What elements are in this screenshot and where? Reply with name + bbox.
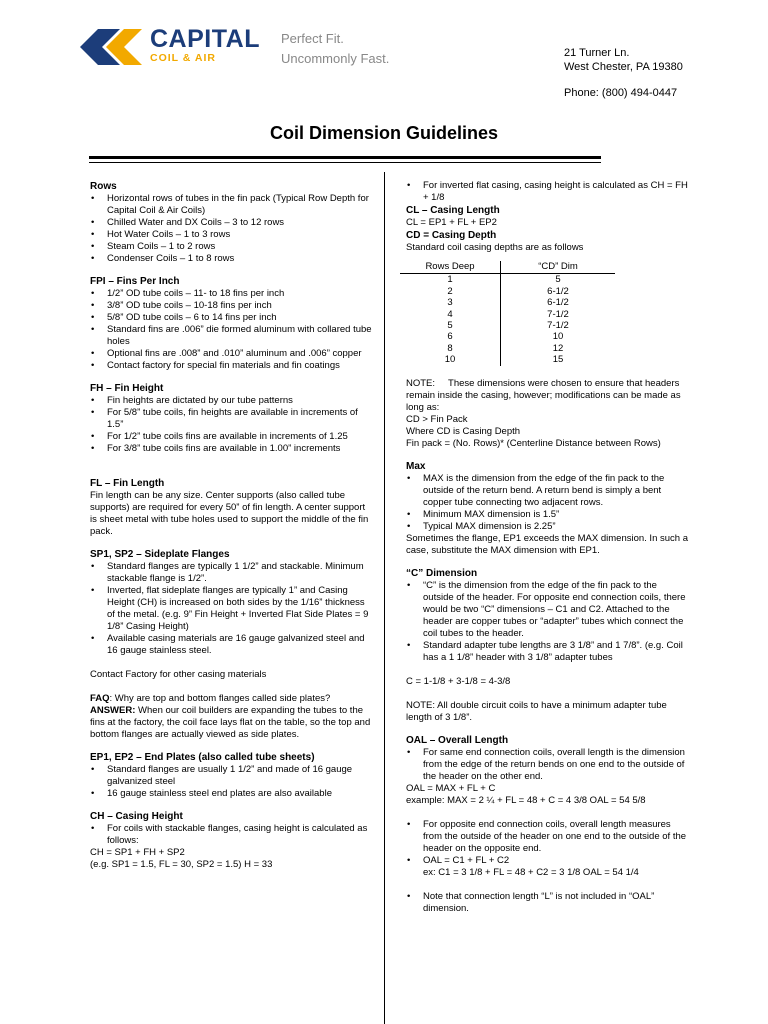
faq-answer-text: When our coil builders are expanding the tubes to the fins at the factory, the coil face lays flat on the table, so the top and bottom flanges are actually viewed as side plates.: [90, 705, 371, 740]
c-dimension-list: [406, 580, 688, 664]
paragraph: Sometimes the flange, EP1 exceeds the MAX dimension. In such a case, substitute the MAX dimension with EP1.: [406, 532, 688, 556]
tagline: [281, 29, 389, 69]
faq-question: [90, 693, 372, 705]
list-item: • Standard fins are .006” die formed aluminum with collared tube holes: [90, 324, 372, 348]
section-heading: Max: [406, 460, 426, 472]
address-line-1: 21 Turner Ln.: [564, 47, 630, 59]
list-item: • Contact factory for special fin materials and fin coatings: [90, 360, 372, 372]
formula: CH = SP1 + FH + SP2: [90, 847, 185, 858]
section-fin-height: [90, 382, 372, 455]
list-item: • 16 gauge stainless steel end plates are also available: [90, 788, 372, 800]
logo-mark-icon: [80, 29, 142, 65]
list-item: • Condenser Coils – 1 to 8 rows: [90, 253, 372, 265]
right-column: [406, 180, 688, 915]
tagline-line-2: Uncommonly Fast.: [281, 51, 390, 66]
example: example: MAX = 2 ¼ + FL = 48 + C = 4 3/8 OAL = 54 5/8: [406, 794, 646, 806]
list-item: • Optional fins are .008” and .010” aluminum and .006” copper: [90, 348, 372, 360]
faq-question-text: : Why are top and bottom flanges called side plates?: [109, 693, 331, 704]
section-end-plates: [90, 751, 372, 800]
title-rule: [89, 156, 601, 159]
example: ex: C1 = 3 1/8 + FL = 48 + C2 = 3 1/8 OAL = 54 1/4: [423, 866, 639, 878]
table-cell: 2: [400, 286, 501, 297]
left-column: [90, 180, 372, 871]
section-heading: FH – Fin Height: [90, 383, 164, 394]
section-heading: CL – Casing Length: [406, 205, 500, 216]
brand-subname: COIL & AIR: [150, 52, 217, 64]
end-plates-list: [90, 764, 372, 800]
list-item: • For coils with stackable flanges, casing height is calculated as follows:: [90, 823, 372, 847]
page-title: Coil Dimension Guidelines: [269, 123, 499, 143]
address-line-2: West Chester, PA 19380: [564, 61, 683, 73]
phone: Phone: (800) 494-0447: [564, 87, 678, 99]
section-heading: SP1, SP2 – Sideplate Flanges: [90, 549, 230, 560]
paragraph: Contact Factory for other casing materials: [90, 669, 267, 680]
section-heading: CD = Casing Depth: [406, 230, 497, 241]
note: NOTE: These dimensions were chosen to ensure that headers remain inside the casing, however; modifications can be made as long as:: [406, 377, 684, 413]
list-item: • For 3/8” tube coils fins are available in 1.00” increments: [90, 443, 372, 455]
table-row: [400, 274, 615, 286]
brand-name: CAPITAL: [150, 25, 260, 53]
paragraph: Where CD is Casing Depth: [406, 425, 521, 437]
section-casing-height: [90, 810, 372, 871]
oal-list: [406, 747, 688, 783]
section-rows: [90, 180, 372, 265]
title-rule-thin: [89, 162, 601, 163]
table-row: [400, 354, 615, 365]
column-header: “CD” Dim: [501, 261, 616, 274]
faq-label: FAQ: [90, 693, 110, 704]
section-heading: FL – Fin Length: [90, 478, 165, 489]
list-item: • Minimum MAX dimension is 1.5”: [406, 509, 688, 521]
paragraph: CD > Fin Pack: [406, 413, 468, 425]
section-max: [406, 460, 688, 557]
table-header-row: [400, 261, 615, 274]
list-item: • Standard flanges are usually 1 1/2” and made of 16 gauge galvanized steel: [90, 764, 372, 788]
table-cell: 7-1/2: [547, 308, 569, 320]
section-overall-length: [406, 734, 688, 915]
fin-height-list: [90, 395, 372, 455]
oal-list-2: [406, 819, 688, 867]
table-cell: 10: [400, 354, 501, 365]
section-faq: [90, 693, 372, 741]
table-row: [400, 286, 615, 297]
paragraph: Fin length can be any size. Center supports (also called tube supports) are required for every 50” of fin length. A center support is sheet metal with tube holes used to support the middle of the fin pack.: [90, 490, 369, 537]
section-heading: OAL – Overall Length: [406, 734, 509, 746]
note: NOTE: All double circuit coils to have a minimum adapter tube length of 3 1/8”.: [406, 699, 667, 723]
list-item: • For 5/8” tube coils, fin heights are available in increments of 1.5”: [90, 407, 372, 431]
table-row: [400, 309, 615, 320]
table-cell: 15: [552, 354, 564, 366]
section-heading: CH – Casing Height: [90, 811, 183, 822]
table-cell: 1: [400, 274, 501, 286]
table-cell: 6: [400, 331, 501, 342]
list-item: • “C” is the dimension from the edge of the fin pack to the outside of the header. For opposite end connection coils, there would be two “C” dimensions – C1 and C2. Attached to the header are copper tubes or “adapter” tubes which connect the coil tubes to the header.: [406, 580, 688, 640]
column-divider: [384, 172, 385, 1024]
inverted-casing-list: [406, 180, 688, 204]
example: (e.g. SP1 = 1.5, FL = 30, SP2 = 1.5) H = 33: [90, 859, 273, 870]
list-item: • Hot Water Coils – 1 to 3 rows: [90, 229, 372, 241]
section-casing-length: [406, 204, 688, 229]
list-item: • Horizontal rows of tubes in the fin pack (Typical Row Depth for Capital Coil & Air Coils): [90, 193, 372, 217]
list-item: • For opposite end connection coils, overall length measures from the outside of the header on one end to the outside of the header on the opposite end.: [406, 819, 688, 855]
list-item: • OAL = C1 + FL + C2: [406, 855, 688, 867]
formula: C = 1-1/8 + 3-1/8 = 4-3/8: [406, 675, 511, 687]
sideplate-list: [90, 561, 372, 657]
table-cell: 5: [555, 274, 561, 286]
list-item: • Typical MAX dimension is 2.25”: [406, 521, 688, 533]
formula: CL = EP1 + FL + EP2: [406, 217, 497, 228]
answer-label: ANSWER:: [90, 705, 136, 716]
section-heading: EP1, EP2 – End Plates (also called tube sheets): [90, 752, 315, 763]
table-cell: 3: [400, 297, 501, 308]
section-fpi: [90, 275, 372, 372]
faq-answer: [90, 705, 372, 741]
list-item: • Chilled Water and DX Coils – 3 to 12 rows: [90, 217, 372, 229]
table-cell: 10: [552, 331, 564, 343]
table-cell: 8: [400, 343, 501, 354]
section-c-dimension: [406, 567, 688, 724]
section-fin-length: [90, 477, 372, 538]
rows-list: [90, 193, 372, 265]
table-cell: 4: [400, 309, 501, 320]
list-item: • For same end connection coils, overall length is the dimension from the edge of the return bends on one end to the outside of the header on the other end.: [406, 747, 688, 783]
table-row: [400, 343, 615, 354]
list-item: • Standard adapter tube lengths are 3 1/8” and 1 7/8”. (e.g. Coil has a 1 1/8” header with 3 1/8” adapter tubes: [406, 640, 688, 664]
list-item: • Standard flanges are typically 1 1/2” and stackable. Minimum stackable flange is 1/2”.: [90, 561, 372, 585]
section-heading: FPI – Fins Per Inch: [90, 276, 180, 287]
section-heading: Rows: [90, 181, 117, 192]
list-item: • 5/8” OD tube coils – 6 to 14 fins per inch: [90, 312, 372, 324]
list-item: • Steam Coils – 1 to 2 rows: [90, 241, 372, 253]
formula: OAL = MAX + FL + C: [406, 782, 496, 794]
casing-depth-table: [400, 261, 615, 366]
table-cell: 5: [400, 320, 501, 331]
fpi-list: [90, 288, 372, 372]
casing-height-list: [90, 823, 372, 847]
list-item: • 1/2” OD tube coils – 11- to 18 fins per inch: [90, 288, 372, 300]
section-casing-depth: [406, 229, 688, 450]
table-row: [400, 297, 615, 308]
table-cell: 12: [552, 342, 564, 354]
paragraph: Fin pack = (No. Rows)* (Centerline Distance between Rows): [406, 437, 661, 449]
address-block: [564, 46, 683, 100]
list-item: • Fin heights are dictated by our tube patterns: [90, 395, 372, 407]
list-item: • For 1/2” tube coils fins are available in increments of 1.25: [90, 431, 372, 443]
oal-list-3: [406, 891, 688, 915]
table-row: [400, 331, 615, 342]
section-sideplate-flanges: [90, 548, 372, 681]
table-cell: 7-1/2: [547, 320, 569, 332]
list-item: • Inverted, flat sideplate flanges are typically 1” and Casing Height (CH) is increased on both sides by the 1/16” thickness of the metal. (e.g. 9” Fin Height + Inverted Flat Side Plates = 9 1/8” Casing Height): [90, 585, 372, 633]
list-item: • Note that connection length “L” is not included in “OAL” dimension.: [406, 891, 688, 915]
column-header: Rows Deep: [400, 261, 501, 274]
paragraph: Standard coil casing depths are as follows: [406, 242, 584, 253]
table-row: [400, 320, 615, 331]
list-item: • Available casing materials are 16 gauge galvanized steel and 16 gauge stainless steel.: [90, 633, 372, 657]
list-item: • MAX is the dimension from the edge of the fin pack to the outside of the return bend. A return bend is simply a bent copper tube connecting two adjacent rows.: [406, 473, 688, 509]
company-logo: [80, 26, 280, 70]
tagline-line-1: Perfect Fit.: [281, 31, 344, 46]
table-cell: 6-1/2: [547, 297, 569, 309]
list-item: • For inverted flat casing, casing height is calculated as CH = FH + 1/8: [406, 180, 688, 204]
table-cell: 6-1/2: [547, 285, 569, 297]
max-list: [406, 473, 688, 533]
section-heading: “C” Dimension: [406, 567, 478, 579]
list-item: • 3/8” OD tube coils – 10-18 fins per inch: [90, 300, 372, 312]
